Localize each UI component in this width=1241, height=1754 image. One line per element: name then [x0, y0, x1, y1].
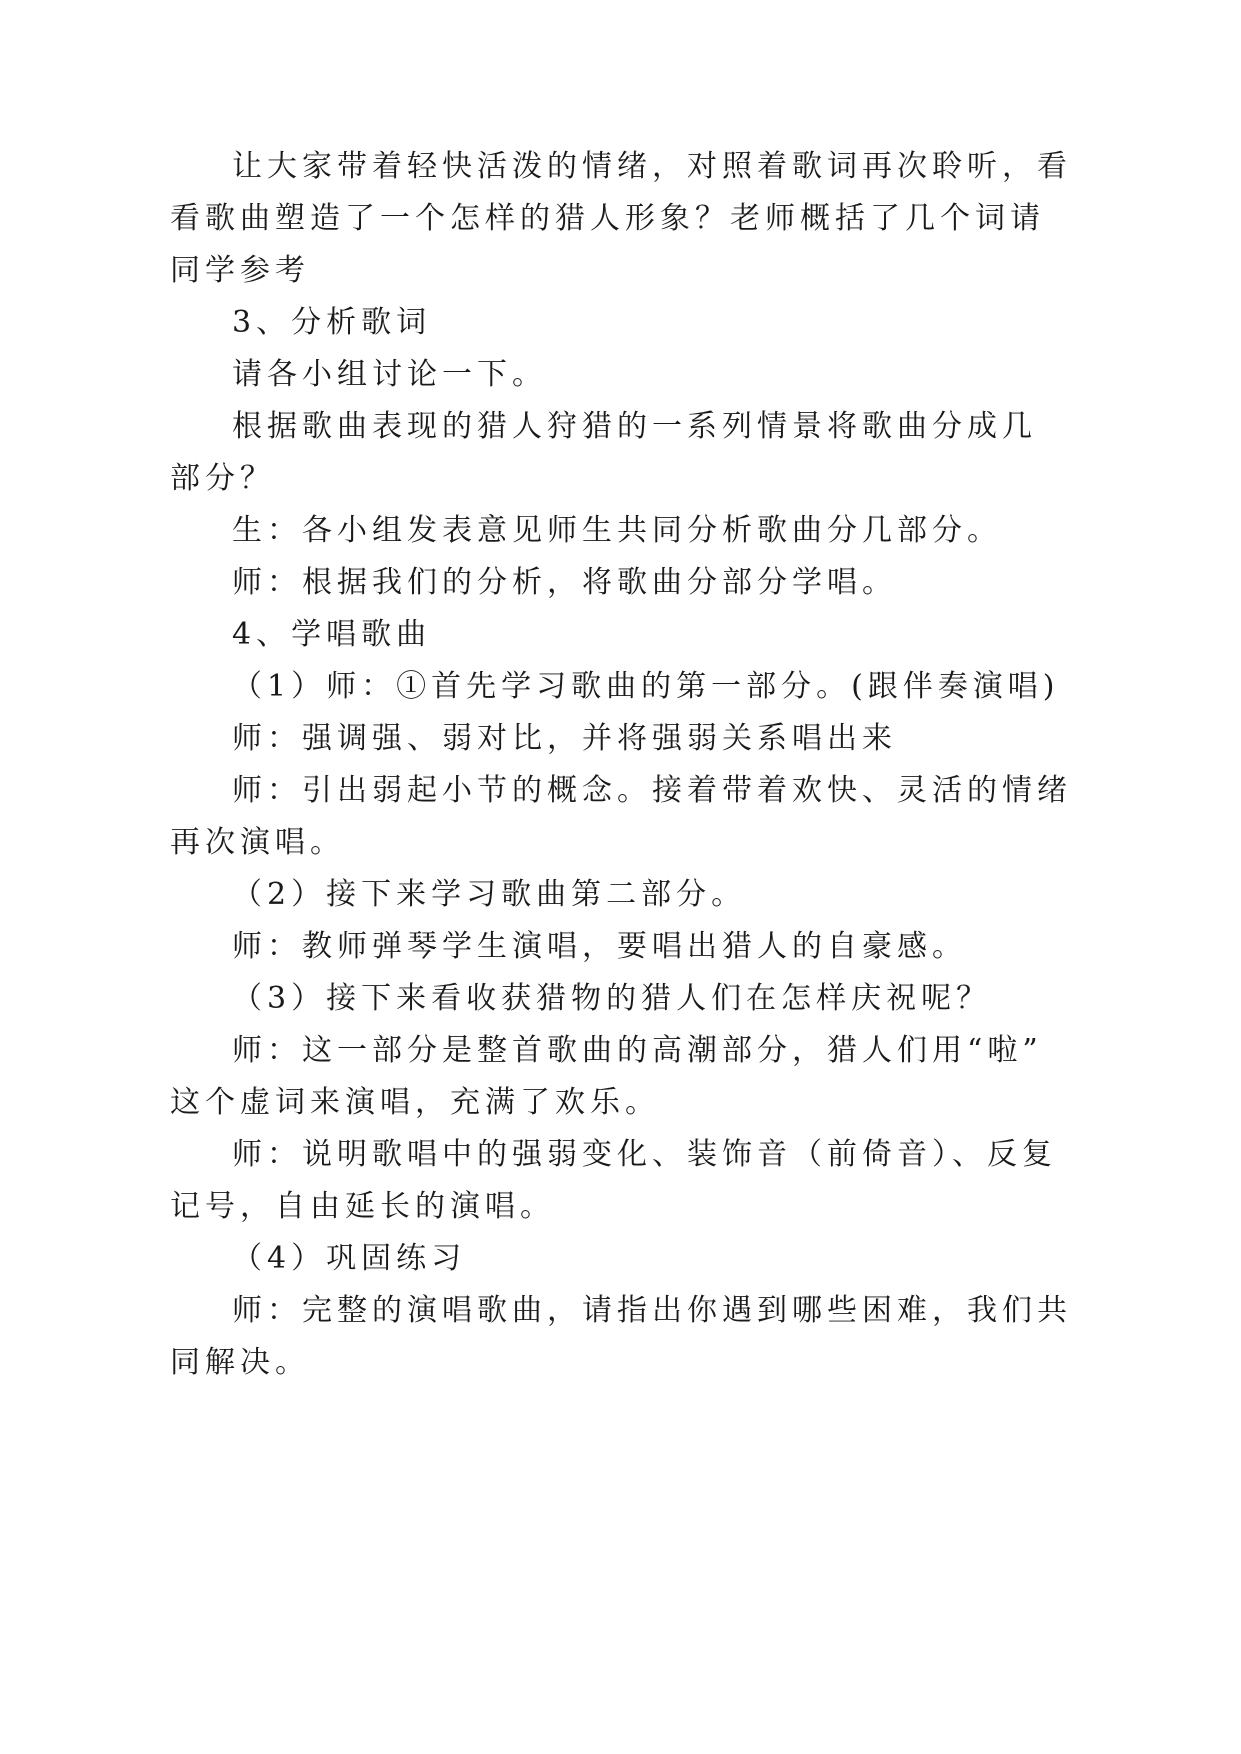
paragraph-1-line-3: 同学参考 — [170, 253, 310, 288]
section-heading-learn-song: 4、学唱歌曲 — [232, 617, 432, 652]
paragraph-teacher-piano: 师：教师弹琴学生演唱，要唱出猎人的自豪感。 — [232, 929, 967, 964]
paragraph-step-1: （1）师：①首先学习歌曲的第一部分。(跟伴奏演唱) — [232, 669, 1060, 704]
paragraph-teacher-dynamics: 师：强调强、弱对比，并将强弱关系唱出来 — [232, 721, 897, 756]
paragraph-divide-line-2: 部分？ — [170, 461, 275, 496]
paragraph-teacher-full-line-2: 同解决。 — [170, 1345, 310, 1380]
paragraph-discuss: 请各小组讨论一下。 — [232, 357, 547, 392]
paragraph-teacher-full-line-1: 师：完整的演唱歌曲，请指出你遇到哪些困难，我们共 — [232, 1293, 1072, 1328]
paragraph-1-line-1: 让大家带着轻快活泼的情绪，对照着歌词再次聆听，看 — [232, 149, 1072, 184]
paragraph-step-3: （3）接下来看收获猎物的猎人们在怎样庆祝呢？ — [232, 981, 992, 1016]
paragraph-divide-line-1: 根据歌曲表现的猎人狩猎的一系列情景将歌曲分成几 — [232, 409, 1037, 444]
paragraph-teacher-analysis: 师：根据我们的分析，将歌曲分部分学唱。 — [232, 565, 897, 600]
paragraph-teacher-climax-line-2: 这个虚词来演唱，充满了欢乐。 — [170, 1085, 660, 1120]
paragraph-step-4: （4）巩固练习 — [232, 1241, 467, 1276]
paragraph-teacher-ornaments-line-1: 师：说明歌唱中的强弱变化、装饰音（前倚音）、反复 — [232, 1137, 1057, 1172]
section-heading-analyze-lyrics: 3、分析歌词 — [232, 305, 432, 340]
paragraph-teacher-ornaments-line-2: 记号，自由延长的演唱。 — [170, 1189, 555, 1224]
paragraph-step-2: （2）接下来学习歌曲第二部分。 — [232, 877, 747, 912]
paragraph-teacher-climax-line-1: 师：这一部分是整首歌曲的高潮部分，猎人们用“啦” — [232, 1033, 1043, 1068]
paragraph-1-line-2: 看歌曲塑造了一个怎样的猎人形象？老师概括了几个词请 — [170, 201, 1045, 236]
paragraph-student: 生：各小组发表意见师生共同分析歌曲分几部分。 — [232, 513, 1002, 548]
paragraph-teacher-upbeat-line-2: 再次演唱。 — [170, 825, 345, 860]
paragraph-teacher-upbeat-line-1: 师：引出弱起小节的概念。接着带着欢快、灵活的情绪 — [232, 773, 1072, 808]
